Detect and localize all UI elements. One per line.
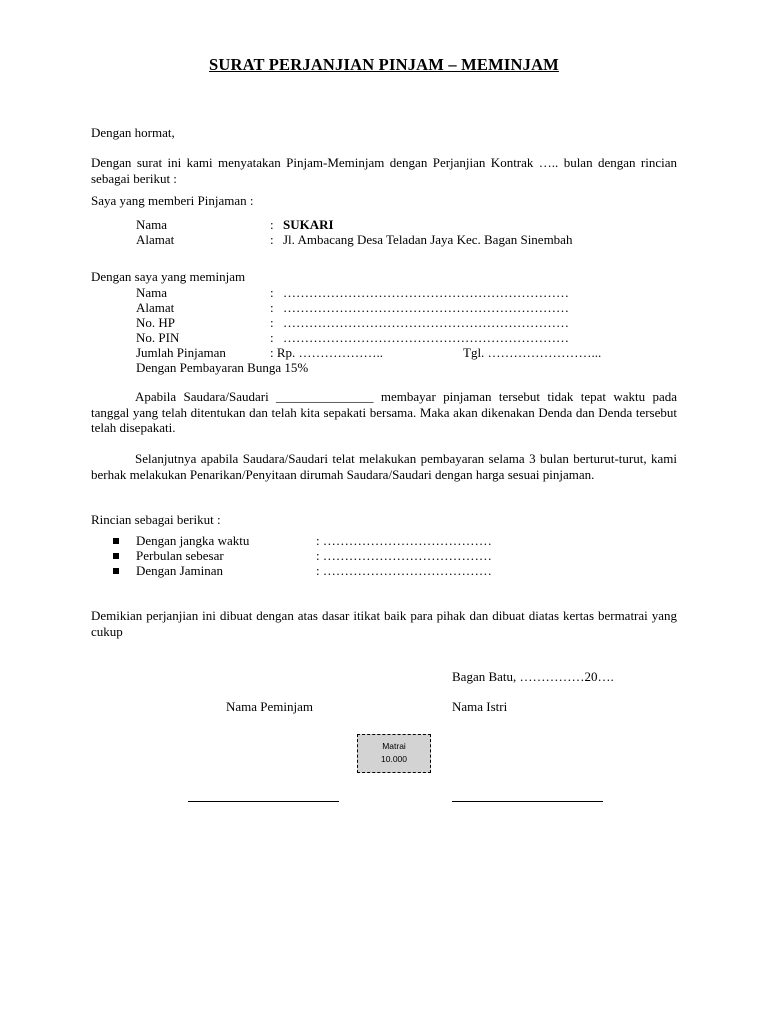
document-title: SURAT PERJANJIAN PINJAM – MEMINJAM — [209, 55, 559, 74]
paragraph-seizure: Selanjutnya apabila Saudara/Saudari telat melakukan pembayaran selama 3 bulan berturut-turut, kami berhak melakukan Penarikan/Penyitaan dirumah Saudara/Saudari dengan harga sesuai pinjaman. — [91, 451, 677, 482]
borrower-address-dots: ………………………………………………………… — [283, 300, 569, 315]
borrower-amount-rp: : Rp. ……………….. — [270, 345, 384, 360]
paragraph-penalty: Apabila Saudara/Saudari _______________ membayar pinjaman tersebut tidak tepat waktu pada tanggal yang telah ditentukan dan telah kita sepakati bersama. Maka akan dikenakan Denda dan Denda tersebut telah disepakati. — [91, 389, 677, 435]
borrower-hp-colon: : — [270, 315, 274, 330]
detail-term-label: Dengan jangka waktu — [136, 533, 250, 548]
lender-name-colon: : — [270, 217, 274, 232]
interest-line: Dengan Pembayaran Bunga 15% — [136, 360, 309, 375]
borrower-signature-label: Nama Peminjam — [226, 699, 314, 714]
lender-heading: Saya yang memberi Pinjaman : — [91, 193, 254, 208]
greeting: Dengan hormat, — [91, 125, 175, 140]
lender-name-value: SUKARI — [283, 217, 334, 232]
borrower-name-dots: ………………………………………………………… — [283, 285, 569, 300]
stamp-label: Matrai — [382, 741, 406, 751]
borrower-hp-dots: ………………………………………………………… — [283, 315, 569, 330]
spouse-signature-label: Nama Istri — [452, 699, 508, 714]
lender-name-label: Nama — [136, 217, 168, 232]
place-date: Bagan Batu, ……………20…. — [452, 669, 614, 684]
bullet-icon — [113, 538, 119, 544]
lender-address-colon: : — [270, 232, 274, 247]
borrower-name-label: Nama — [136, 285, 168, 300]
borrower-pin-dots: ………………………………………………………… — [283, 330, 569, 345]
detail-term-value: : ………………………………… — [316, 533, 492, 548]
closing-paragraph: Demikian perjanjian ini dibuat dengan atas dasar itikat baik para pihak dan dibuat diatas kertas bermatrai yang cukup — [91, 608, 677, 639]
borrower-address-colon: : — [270, 300, 274, 315]
borrower-pin-colon: : — [270, 330, 274, 345]
lender-address-value: Jl. Ambacang Desa Teladan Jaya Kec. Bagan Sinembah — [283, 232, 573, 247]
bullet-icon — [113, 568, 119, 574]
detail-collateral-label: Dengan Jaminan — [136, 563, 224, 578]
detail-monthly-label: Perbulan sebesar — [136, 548, 224, 563]
bullet-icon — [113, 553, 119, 559]
matrai-stamp — [357, 734, 431, 773]
borrower-pin-label: No. PIN — [136, 330, 180, 345]
intro-paragraph: Dengan surat ini kami menyatakan Pinjam-Meminjam dengan Perjanjian Kontrak ….. bulan dengan rincian sebagai berikut : — [91, 155, 677, 186]
borrower-hp-label: No. HP — [136, 315, 176, 330]
borrower-name-colon: : — [270, 285, 274, 300]
detail-collateral-value: : ………………………………… — [316, 563, 492, 578]
detail-monthly-value: : ………………………………… — [316, 548, 492, 563]
spouse-signature-line — [452, 801, 603, 802]
borrower-signature-line — [188, 801, 339, 802]
borrower-amount-label: Jumlah Pinjaman — [136, 345, 226, 360]
borrower-amount-date: Tgl. ……………………... — [463, 345, 602, 360]
borrower-heading: Dengan saya yang meminjam — [91, 269, 246, 284]
details-heading: Rincian sebagai berikut : — [91, 512, 221, 527]
borrower-address-label: Alamat — [136, 300, 175, 315]
stamp-value: 10.000 — [381, 754, 407, 764]
lender-address-label: Alamat — [136, 232, 175, 247]
